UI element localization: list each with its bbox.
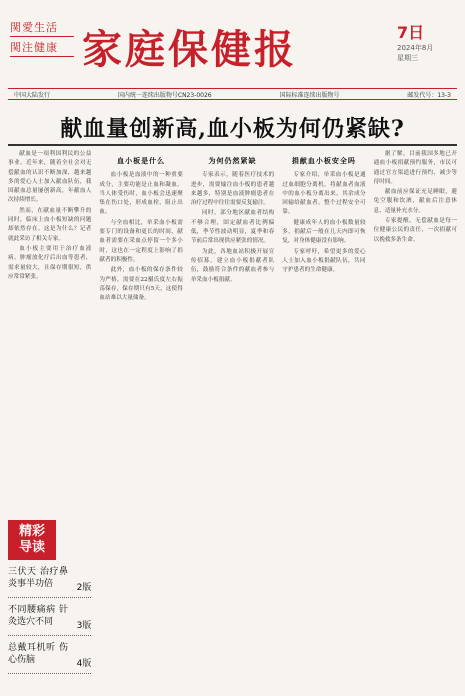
guide-box xyxy=(8,520,91,674)
slogan-line-2: 関注健康 xyxy=(10,40,74,57)
paragraph: 专家介绍，单采血小板是通过血细胞分离机，将献血者血液中的血小板分离出来，其余成分回输给献血者，整个过程安全可靠。 xyxy=(282,172,366,216)
issue-weekday: 星期三 xyxy=(397,54,418,62)
issue-day: 7日 xyxy=(397,23,425,42)
paragraph: 为此，各地血站积极开展宣传招募，建立血小板捐献者队伍，鼓励符合条件的献血者参与单采血小板捐献。 xyxy=(190,248,275,283)
column-5 xyxy=(374,150,457,690)
slogan xyxy=(10,20,74,60)
guide-item-page: 3版 xyxy=(76,620,92,631)
info-item: 邮发代号：13-3 xyxy=(407,91,451,99)
paragraph: 血小板主要用于治疗血液病、肿瘤放化疗后出血等患者，需求量较大，且保存期很短，供应常常紧张。 xyxy=(8,245,92,280)
section-subhead: 捐献血小板安全吗 xyxy=(291,156,356,165)
paragraph: 与全血相比，单采血小板需要专门的设备和更长的时间，献血者需要在采血点停留一个多小时，这也在一定程度上影响了捐献者的积极性。 xyxy=(99,219,183,263)
issue-month: 2024年8月 xyxy=(397,44,434,52)
info-item: 中国大陆发行 xyxy=(14,91,51,99)
guide-badge-bottom: 导读 xyxy=(18,540,45,555)
guide-item-page: 2版 xyxy=(76,582,92,593)
masthead xyxy=(0,0,465,96)
info-item: 国内统一连续出版物号CN23-0026 xyxy=(117,91,212,99)
section-subhead: 为何仍然紧缺 xyxy=(208,156,257,165)
article-columns xyxy=(8,150,457,690)
paragraph: 据了解，目前我国多地已开通血小板捐献预约服务，市民可通过官方渠道进行预约，减少等待时间。 xyxy=(373,151,458,185)
guide-item[interactable] xyxy=(8,636,91,674)
paragraph: 血小板是血液中的一种重要成分，主要功能是止血和凝血。当人体受伤时，血小板会迅速聚集在伤口处，形成血栓，阻止出血。 xyxy=(99,172,183,216)
paragraph: 此外，血小板的保存条件较为严格，需要在22摄氏度左右振荡保存，保存期只有5天，这使得血站难以大量储备。 xyxy=(99,267,183,302)
slogan-line-1: 関愛生活 xyxy=(10,20,74,37)
guide-item[interactable] xyxy=(8,560,91,598)
newspaper-title: 家庭保健报 xyxy=(82,26,297,73)
info-bar xyxy=(8,88,457,100)
guide-item-page: 4版 xyxy=(76,658,92,669)
paragraph: 健康成年人的血小板数量较多，捐献后一般在几天内即可恢复，对身体健康没有影响。 xyxy=(282,219,366,245)
paragraph: 同时，部分地区献血者结构不够合理，固定献血者比例偏低，季节性波动明显，夏季和春节前后常出现供应紧张的情况。 xyxy=(190,210,275,245)
headline-rule xyxy=(8,144,457,146)
issue-date xyxy=(397,20,455,63)
guide-item-title: 总戴耳机听 伤心伤脑 xyxy=(8,643,68,665)
guide-badge xyxy=(8,520,56,560)
paragraph: 专家呼吁，希望更多的爱心人士加入血小板捐献队伍，共同守护患者的生命健康。 xyxy=(282,248,366,274)
headline: 献血量创新高,血小板为何仍紧缺? xyxy=(60,116,405,142)
info-item: 国际标准连续出版物号 xyxy=(279,91,340,99)
guide-badge-top: 精彩 xyxy=(18,524,45,539)
paragraph: 献血是一项利国利民的公益事业。近年来，随着全社会对无偿献血的认识不断加深，越来越多的爱心人士加入献血队伍，我国献血总量屡创新高，年献血人次持续增长。 xyxy=(8,151,92,204)
guide-item-title: 三伏天 治疗鼻炎事半功倍 xyxy=(8,567,68,589)
column-2 xyxy=(99,150,182,690)
guide-item[interactable] xyxy=(8,598,91,636)
paragraph: 专家提醒，无偿献血是每一位健康公民的责任，一次捐献可以挽救多条生命。 xyxy=(373,218,458,243)
column-4 xyxy=(282,150,365,690)
paragraph: 献血前应保证充足睡眠，避免空腹和饮酒，献血后注意休息，适量补充水分。 xyxy=(373,189,458,214)
column-1 xyxy=(8,150,91,690)
column-3 xyxy=(191,150,274,690)
guide-item-title: 不同腰痛病 针灸选穴不同 xyxy=(8,605,68,627)
paragraph: 然而，在献血量不断攀升的同时，临床上血小板短缺的问题却依然存在。这是为什么？记者就此采访了相关专家。 xyxy=(8,207,92,242)
section-subhead: 血小板是什么 xyxy=(117,156,166,165)
paragraph: 专家表示，随着医疗技术的进步，需要输注血小板的患者越来越多，特别是血液肿瘤患者在治疗过程中往往需要反复输注。 xyxy=(190,172,275,207)
